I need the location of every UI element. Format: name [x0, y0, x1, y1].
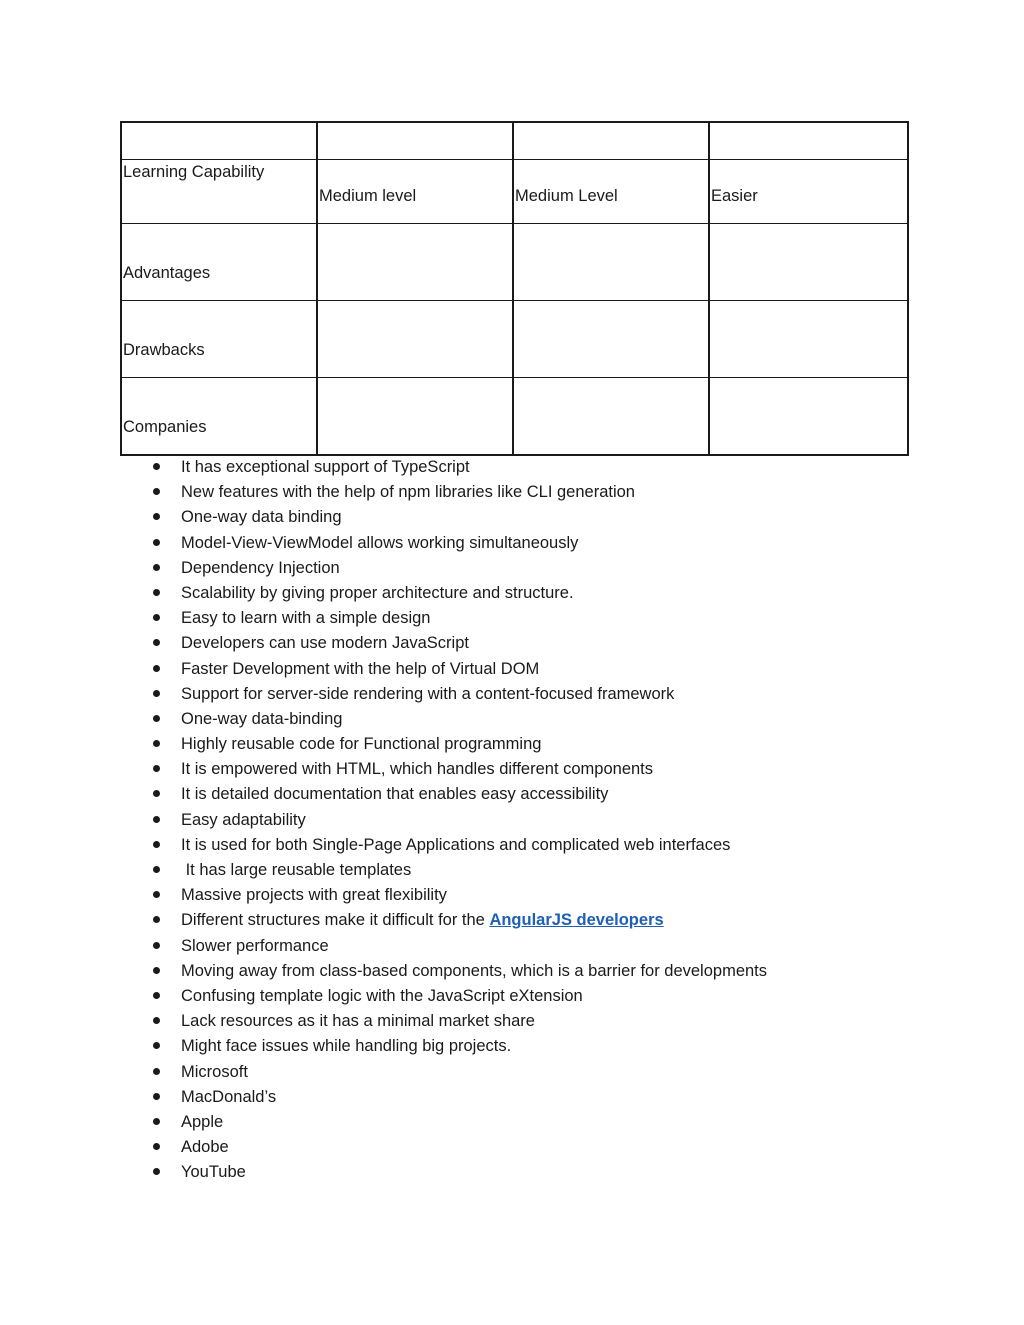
list-item-text: Slower performance	[181, 936, 329, 955]
list-item-text: It has exceptional support of TypeScript	[181, 458, 470, 476]
bullet-icon	[153, 1017, 160, 1024]
table-cell	[317, 378, 513, 456]
list-item-text: Microsoft	[181, 1062, 248, 1081]
list-item-text: Easy to learn with a simple design	[181, 609, 431, 628]
bullet-icon	[153, 916, 160, 923]
table-cell	[513, 301, 709, 378]
list-item-text: It is empowered with HTML, which handles different components	[181, 760, 654, 779]
list-item-text: Faster Development with the help of Virtual DOM	[181, 659, 540, 678]
row-label: Drawbacks	[121, 301, 317, 378]
list-item-text: Developers can use modern JavaScript	[181, 634, 469, 653]
bullet-icon	[153, 1168, 160, 1175]
list-item-text: It has large reusable templates	[181, 861, 412, 879]
bullet-icon	[153, 715, 160, 722]
list-item-text: Might face issues while handling big projects.	[181, 1037, 512, 1056]
list-item-text: Confusing template logic with the JavaScript eXtension	[181, 986, 583, 1005]
list-item	[150, 606, 767, 631]
list-item	[150, 1060, 767, 1085]
row-label: Advantages	[121, 224, 317, 301]
list-item-text: Apple	[181, 1112, 224, 1131]
table-cell	[709, 122, 908, 160]
list-item	[150, 1110, 767, 1135]
table-cell: Medium Level	[513, 160, 709, 224]
list-item	[150, 959, 767, 984]
table-cell	[709, 378, 908, 456]
table-cell	[513, 122, 709, 160]
bullet-icon	[153, 841, 160, 848]
list-item	[150, 757, 767, 782]
list-item	[150, 480, 767, 505]
table-row	[121, 301, 908, 378]
bullet-icon	[153, 488, 160, 495]
bullet-icon	[153, 1093, 160, 1100]
table-header-row	[121, 122, 908, 160]
row-label: Learning Capability	[121, 160, 317, 224]
bullet-icon	[153, 539, 160, 546]
list-item-text: Scalability by giving proper architecture and structure.	[181, 583, 574, 602]
bullet-icon	[153, 765, 160, 772]
list-item-text: YouTube	[181, 1163, 246, 1182]
list-item-text: Dependency Injection	[181, 558, 340, 577]
list-item	[150, 858, 767, 883]
list-item	[150, 682, 767, 707]
list-item-text: Support for server-side rendering with a content-focused framework	[181, 684, 675, 703]
list-item	[150, 883, 767, 908]
list-item	[150, 455, 767, 480]
bullet-icon	[153, 564, 160, 571]
bullet-icon	[153, 1118, 160, 1125]
bullet-icon	[153, 740, 160, 747]
list-item	[150, 908, 767, 933]
list-item	[150, 934, 767, 959]
bullet-icon	[153, 790, 160, 797]
table-row	[121, 160, 908, 224]
bullet-icon	[153, 816, 160, 823]
table-cell	[709, 301, 908, 378]
list-item-text: One-way data binding	[181, 508, 342, 527]
list-item	[150, 657, 767, 682]
list-item	[150, 732, 767, 757]
list-item	[150, 1160, 767, 1185]
bullet-icon	[153, 463, 160, 470]
bullet-icon	[153, 513, 160, 520]
list-item	[150, 1135, 767, 1160]
list-item-text: MacDonald’s	[181, 1087, 277, 1106]
bullet-icon	[153, 1068, 160, 1075]
table-cell: Easier	[709, 160, 908, 224]
list-item	[150, 556, 767, 581]
bullet-icon	[153, 589, 160, 596]
list-item	[150, 833, 767, 858]
list-item-text: Different structures make it difficult for the	[181, 911, 490, 930]
table-cell	[317, 122, 513, 160]
list-item	[150, 1009, 767, 1034]
bullet-icon	[153, 967, 160, 974]
bullet-icon	[153, 866, 160, 873]
list-item-text: Highly reusable code for Functional programming	[181, 735, 542, 754]
bullet-icon	[153, 1143, 160, 1150]
list-item-text: Easy adaptability	[181, 810, 306, 829]
list-item-text: It is used for both Single-Page Applications and complicated web interfaces	[181, 835, 731, 854]
bullet-icon	[153, 942, 160, 949]
bullet-icon	[153, 1042, 160, 1049]
list-item-text: One-way data-binding	[181, 709, 343, 728]
bullet-icon	[153, 639, 160, 646]
table-cell: Medium level	[317, 160, 513, 224]
list-item-text: Adobe	[181, 1138, 229, 1157]
list-item	[150, 707, 767, 732]
list-item	[150, 531, 767, 556]
list-item	[150, 984, 767, 1009]
list-item	[150, 1034, 767, 1059]
list-item-text: It is detailed documentation that enables easy accessibility	[181, 785, 609, 804]
table-cell	[317, 301, 513, 378]
list-item-text: Massive projects with great flexibility	[181, 886, 447, 905]
list-item	[150, 581, 767, 606]
list-item	[150, 808, 767, 833]
list-item	[150, 505, 767, 530]
list-item	[150, 1085, 767, 1110]
bullet-icon	[153, 665, 160, 672]
list-item	[150, 782, 767, 807]
angularjs-developers-link[interactable]: AngularJS developers	[489, 911, 664, 930]
table-cell	[513, 224, 709, 301]
table-cell	[317, 224, 513, 301]
bullet-icon	[153, 992, 160, 999]
list-item-text: Lack resources as it has a minimal market share	[181, 1012, 535, 1031]
table-cell	[513, 378, 709, 456]
bullet-list	[150, 455, 767, 1185]
list-item	[150, 631, 767, 656]
bullet-icon	[153, 614, 160, 621]
bullet-icon	[153, 690, 160, 697]
table-cell	[121, 122, 317, 160]
list-item-text: Moving away from class-based components, which is a barrier for developments	[181, 961, 768, 980]
table-cell	[709, 224, 908, 301]
table-row	[121, 224, 908, 301]
comparison-table	[120, 121, 909, 456]
row-label: Companies	[121, 378, 317, 456]
table-row	[121, 378, 908, 456]
list-item-text: New features with the help of npm libraries like CLI generation	[181, 483, 635, 502]
bullet-icon	[153, 891, 160, 898]
list-item-text: Model-View-ViewModel allows working simultaneously	[181, 533, 579, 552]
